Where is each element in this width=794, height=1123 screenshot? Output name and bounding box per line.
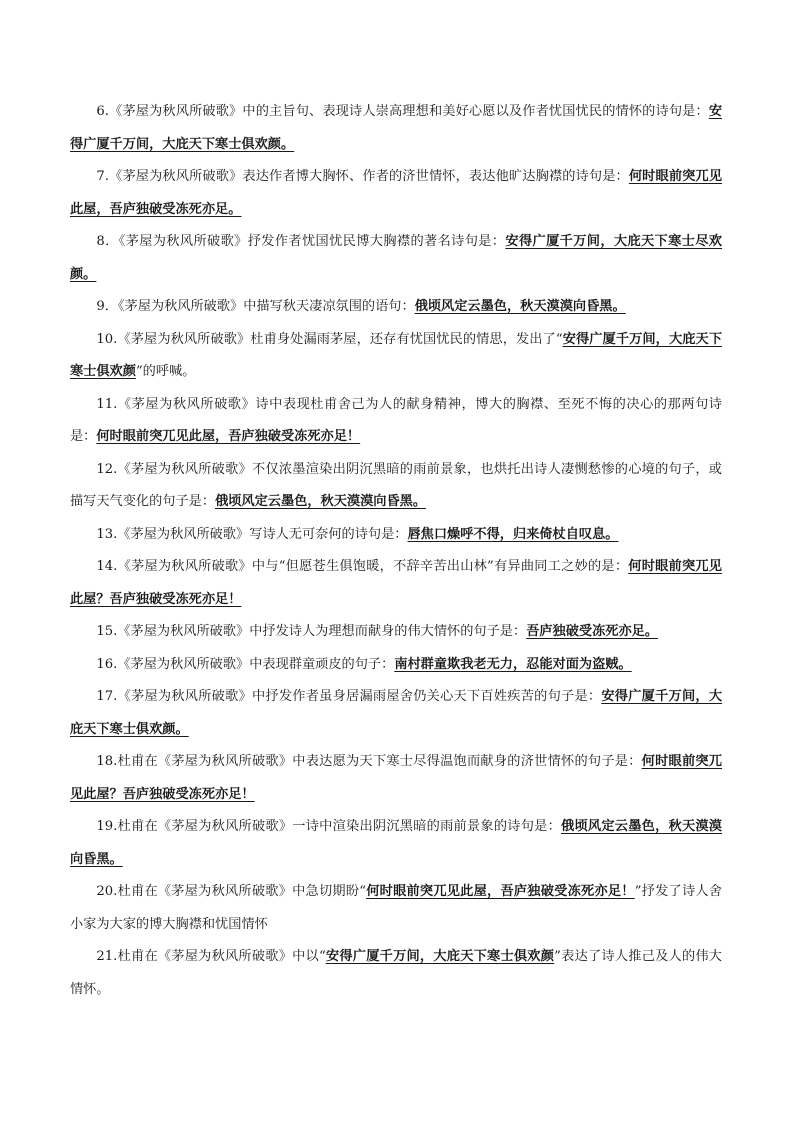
question-tail: ”的呼喊。 <box>135 364 196 379</box>
item-number: 13. <box>96 526 118 542</box>
item-number: 15. <box>96 624 118 639</box>
item-number: 6. <box>96 104 109 119</box>
item-number: 9． <box>96 299 118 314</box>
question-tail: ”表达了诗人推己及人的伟大情怀。 <box>70 949 722 997</box>
question-text: 《茅屋为秋风所破歌》中表现群童顽皮的句子： <box>117 656 395 672</box>
question-text: 《茅屋为秋风所破歌》中与“但愿苍生俱饱暖，不辞辛苦出山林”有异曲同工之妙的是： <box>117 559 629 574</box>
list-item <box>70 324 722 389</box>
answer-text: 安得广厦千万间，大庇天下寒士尽欢颜。 <box>70 234 722 282</box>
item-number: 7. <box>96 169 109 184</box>
answer-text: 南村群童欺我老无力，忍能对面为盗贼。 <box>394 656 632 672</box>
list-item <box>70 941 722 1006</box>
question-text: 《茅屋为秋风所破歌》中描写秋天凄凉氛围的语句： <box>117 299 415 314</box>
question-tail: ”抒发了诗人舍小家为大家的博大胸襟和忧国情怀 <box>70 884 722 932</box>
question-text: 《茅屋为秋风所破歌》中抒发诗人为理想而献身的伟大情怀的句子是： <box>117 624 527 639</box>
answer-text: 何时眼前突兀见此屋？吾庐独破受冻死亦足！ <box>70 754 723 802</box>
answer-text: 安得广厦千万间，大庇天下寒士俱欢颜 <box>70 331 723 379</box>
list-item <box>70 551 722 616</box>
answer-text: 俄顷风定云墨色，秋天漠漠向昏黑。 <box>70 819 722 867</box>
answer-text: 俄顷风定云墨色，秋天漠漠向昏黑。 <box>414 299 626 314</box>
question-text: 杜甫在《茅屋为秋风所破歌》中以“ <box>117 949 326 964</box>
item-number: 17. <box>96 689 118 704</box>
list-item <box>70 746 722 811</box>
answer-text: 何时眼前突兀见此屋？吾庐独破受冻死亦足！ <box>70 559 722 607</box>
item-number: 19. <box>96 819 118 834</box>
list-item <box>70 96 722 161</box>
question-text: 《茅屋为秋风所破歌》表达作者博大胸怀、作者的济世情怀，表达他旷达胸襟的诗句是： <box>108 169 629 184</box>
question-text: 《茅屋为秋风所破歌》杜甫身处漏雨茅屋，还存有忧国忧民的情思，发出了“ <box>117 331 563 347</box>
item-number: 12. <box>96 461 118 477</box>
question-text: 《茅屋为秋风所破歌》中的主旨句、表现诗人崇高理想和美好心愿以及作者忧国忧民的情怀的诗句是： <box>108 104 709 119</box>
item-number: 16. <box>96 656 118 672</box>
list-item <box>70 811 722 876</box>
item-number: 10. <box>96 331 118 347</box>
list-item <box>70 389 722 454</box>
answer-text: 安得广厦千万间，大庇天下寒士俱欢颜。 <box>70 104 722 152</box>
answer-text: 安得广厦千万间，大庇天下寒士俱欢颜。 <box>70 689 723 737</box>
answer-text: 何时眼前突兀见此屋，吾庐独破受冻死亦足！ <box>96 429 361 444</box>
list-item <box>70 161 722 226</box>
answer-text: 唇焦口燥呼不得，归来倚杖自叹息。 <box>407 526 619 542</box>
answer-text: 吾庐独破受冻死亦足。 <box>526 624 659 639</box>
answer-text: 安得广厦千万间，大庇天下寒士俱欢颜 <box>325 949 555 964</box>
list-item <box>70 649 722 682</box>
item-number: 21. <box>96 949 118 964</box>
list-item <box>70 291 722 324</box>
question-text: 《茅屋为秋风所破歌》抒发作者忧国忧民博大胸襟的著名诗句是： <box>118 234 506 249</box>
question-text: 杜甫在《茅屋为秋风所破歌》中急切期盼“ <box>117 884 366 899</box>
item-number: 14. <box>96 559 118 574</box>
question-text: 《茅屋为秋风所破歌》不仅浓墨渲染出阴沉黑暗的雨前景象，也烘托出诗人凄恻愁惨的心境的句子，或描写天气变化的句子是： <box>70 461 722 509</box>
question-text: 杜甫在《茅屋为秋风所破歌》一诗中渲染出阴沉黑暗的雨前景象的诗句是： <box>117 819 562 834</box>
list-item <box>70 681 722 746</box>
question-text: 《茅屋为秋风所破歌》中抒发作者虽身居漏雨屋舍仍关心天下百姓疾苦的句子是： <box>117 689 602 704</box>
item-number: 18. <box>96 754 118 769</box>
question-text: 《茅屋为秋风所破歌》写诗人无可奈何的诗句是： <box>117 526 408 542</box>
question-text: 《茅屋为秋风所破歌》诗中表现杜甫舍己为人的献身精神，博大的胸襟、至死不悔的决心的那两句诗是： <box>70 396 722 444</box>
item-number: 11. <box>96 396 118 412</box>
list-item <box>70 519 722 552</box>
list-item <box>70 226 722 291</box>
question-text: 杜甫在《茅屋为秋风所破歌》中表达愿为天下寒士尽得温饱而献身的济世情怀的句子是： <box>117 754 642 769</box>
item-number: 8． <box>96 234 119 249</box>
item-number: 20. <box>96 884 118 899</box>
question-list <box>70 96 722 1006</box>
list-item <box>70 616 722 649</box>
list-item <box>70 876 722 941</box>
answer-text: 何时眼前突兀见此屋，吾庐独破受冻死亦足。 <box>70 169 723 217</box>
answer-text: 何时眼前突兀见此屋，吾庐独破受冻死亦足！ <box>365 884 635 899</box>
answer-text: 俄顷风定云墨色，秋天漠漠向昏黑。 <box>215 494 427 509</box>
list-item <box>70 454 722 519</box>
